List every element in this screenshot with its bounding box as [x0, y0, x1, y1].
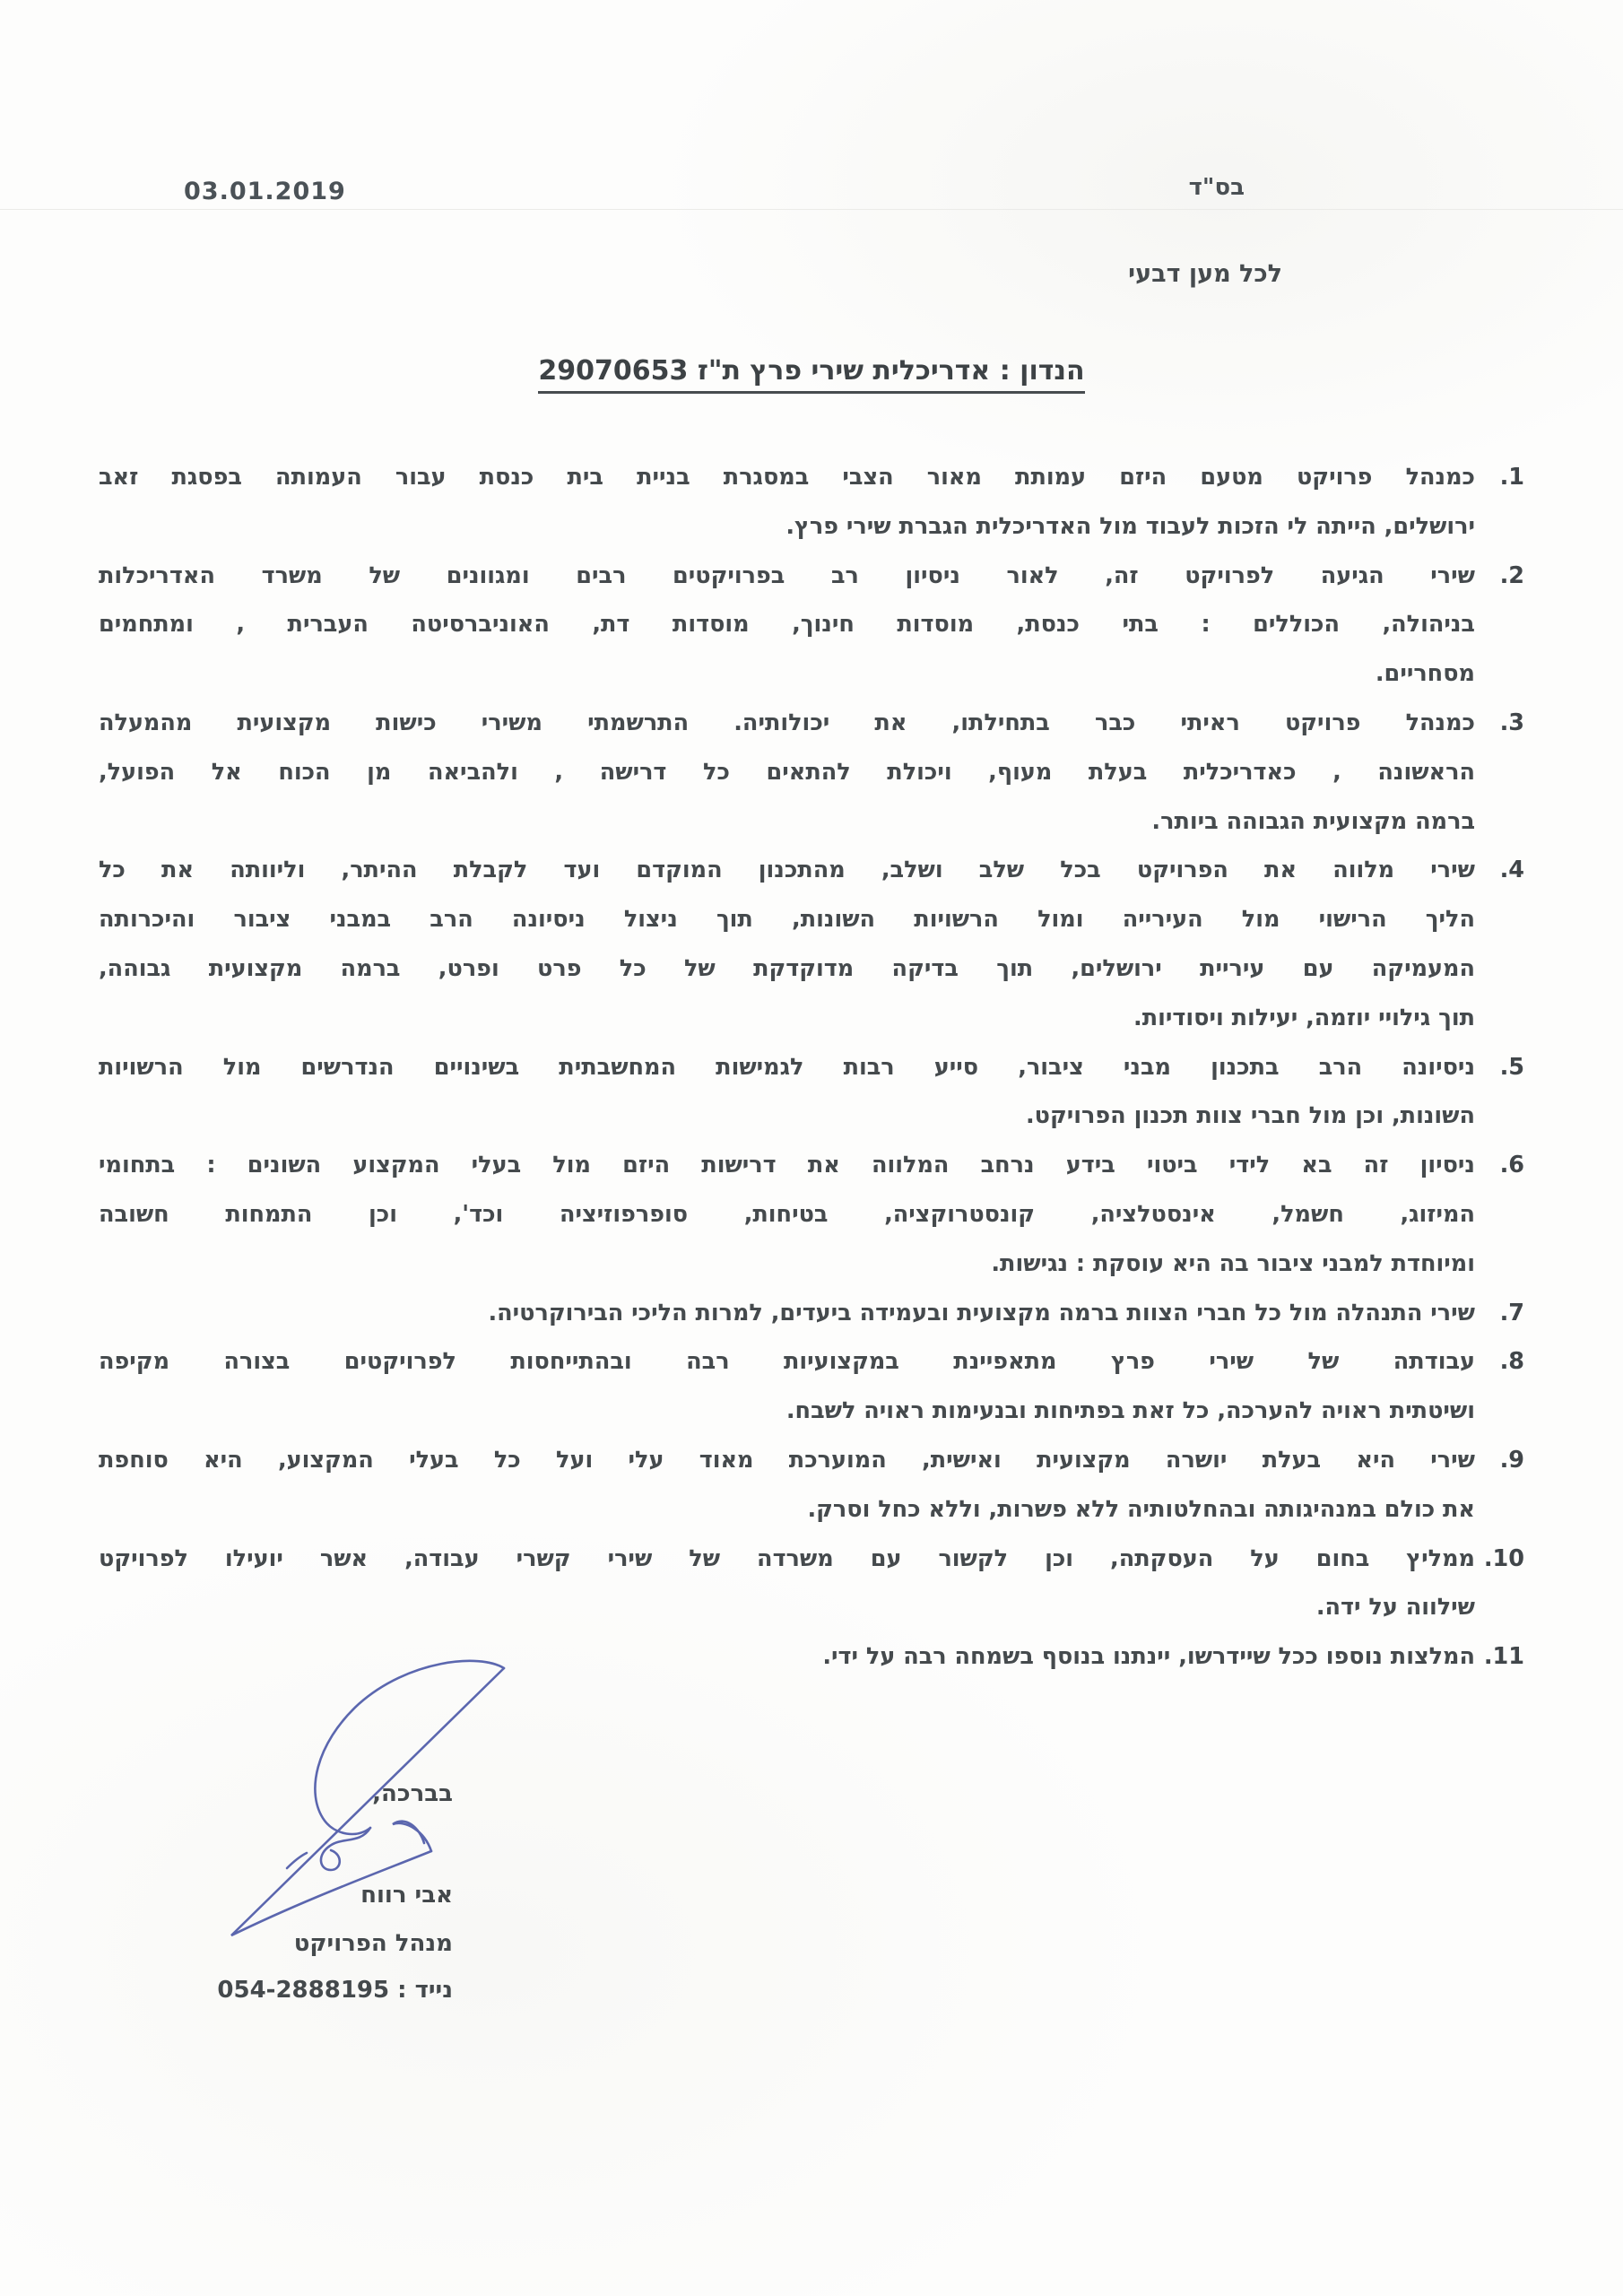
- letter-date: 03.01.2019: [184, 178, 346, 205]
- item-text-line: המעמיקה עם עיריית ירושלים, תוך בדיקה מדוקדקת של כל פרט ופרט, ברמה מקצועית גבוהה,: [99, 954, 1475, 982]
- subject-line: הנדון : אדריכלית שירי פרץ ת"ז 29070653: [538, 355, 1084, 394]
- item-text-line: תוך גילויי יוזמה, יעילות ויסודיות.: [1133, 1004, 1475, 1031]
- item-number: 2.: [1499, 561, 1524, 589]
- item-number: 10.: [1483, 1544, 1524, 1572]
- item-text-line: כמנהל פרויקט ראיתי כבר בתחילתו, את יכולותיה. התרשמתי משירי כישות מקצועית מהמעלה: [99, 709, 1475, 736]
- item-text-line: כמנהל פרויקט מטעם היזם עמותת מאור הצבי במסגרת בניית בית כנסת עבור העמותה בפסגת זאב: [99, 464, 1475, 491]
- signer-name: אבי רווח: [360, 1882, 453, 1909]
- list-item-6: [99, 1141, 1524, 1288]
- item-text-line: שילווה על ידה.: [1315, 1594, 1475, 1622]
- scan-artifact-line: [0, 209, 1623, 210]
- item-text-line: המיזוג, חשמל, אינסטלציה, קונסטרוקציה, בטיחות, סופרפוזיציה וכד', וכן התמחות חשובה: [99, 1200, 1475, 1228]
- item-text-line: שירי הגיעה לפרויקט זה, לאור ניסיון רב בפרויקטים רבים ומגוונים של משרד האדריכלות: [99, 561, 1475, 589]
- item-text-line: מסחריים.: [1375, 660, 1475, 688]
- list-item-1: [99, 453, 1524, 552]
- item-text-line: את כולם במנהיגותה ובהחלטותיה ללא פשרות, וללא כחל וסרק.: [807, 1495, 1475, 1523]
- list-item-7: [99, 1289, 1524, 1338]
- item-text-line: הליך הרישוי מול העירייה ומול הרשויות השונות, תוך ניצול ניסיונה הרב במבני ציבור והיכרותה: [99, 906, 1475, 934]
- item-number: 5.: [1499, 1053, 1524, 1081]
- list-item-4: [99, 846, 1524, 1042]
- item-text-line: המלצות נוספו ככל שיידרשו, יינתנו בנוסף בשמחה רבה על ידי.: [822, 1643, 1475, 1671]
- item-text-line: שירי היא בעלת יושרה מקצועית ואישית, המוערכת מאוד עלי ועל כל בעלי המקצוע, היא סוחפת: [99, 1446, 1475, 1474]
- signer-mobile: נייד : 054-2888195: [217, 1977, 453, 2004]
- item-text-line: ומיוחדת למבני ציבור בה היא עוסקת : נגישות.: [991, 1249, 1475, 1277]
- bsd-header: בס"ד: [1188, 174, 1245, 201]
- salutation: לכל מען דבעי: [1128, 260, 1282, 288]
- list-item-5: [99, 1043, 1524, 1142]
- item-text-line: ירושלים, הייתה לי הזכות לעבוד מול האדריכלית הגברת שירי פרץ.: [785, 512, 1475, 540]
- item-text-line: ניסיון זה בא לידי ביטוי בידע נרחב המלווה את דרישות היזם מול בעלי המקצוע השונים : בתחומי: [99, 1152, 1475, 1179]
- list-item-3: [99, 699, 1524, 846]
- signer-role: מנהל הפרויקט: [293, 1930, 453, 1957]
- item-text-line: השונות, וכן מול חברי צוות תכנון הפרויקט.: [1026, 1102, 1475, 1130]
- item-text-line: עבודתה של שירי פרץ מתאפיינת במקצועיות רבה ובהתייחסות לפרויקטים בצורה מקיפה: [99, 1348, 1475, 1376]
- items-list: [99, 453, 1524, 1682]
- item-number: 11.: [1483, 1643, 1524, 1671]
- list-item-11: [99, 1632, 1524, 1682]
- item-text-line: שירי מלווה את הפרויקט בכל שלב ושלב, מהתכנון המוקדם ועד לקבלת ההיתר, וליוותה את כל: [99, 857, 1475, 884]
- item-text-line: ברמה מקצועית הגבוהה ביותר.: [1151, 807, 1475, 835]
- item-number: 1.: [1499, 464, 1524, 491]
- item-number: 4.: [1499, 857, 1524, 884]
- closing-regards: בברכה,: [372, 1780, 453, 1807]
- list-item-9: [99, 1436, 1524, 1535]
- item-number: 3.: [1499, 709, 1524, 736]
- item-text-line: ניסיונה הרב בתכנון מבני ציבור, סייע רבות לגמישות המחשבתית בשינויים הנדרשים מול הרשויות: [99, 1053, 1475, 1081]
- item-text-line: בניהולה, הכוללים : בתי כנסת, מוסדות חינוך, מוסדות דת, האוניברסיטה העברית , ומתחמים: [99, 611, 1475, 639]
- list-item-2: [99, 552, 1524, 699]
- item-number: 9.: [1499, 1446, 1524, 1474]
- item-number: 8.: [1499, 1348, 1524, 1376]
- list-item-10: [99, 1535, 1524, 1633]
- list-item-8: [99, 1337, 1524, 1436]
- item-number: 7.: [1499, 1299, 1524, 1326]
- item-text-line: ושיטתית ראויה להערכה, כל זאת בפתיחות ובנעימות ראויה לשבח.: [785, 1397, 1475, 1425]
- item-text-line: הראשונה , כאדריכלית בעלת מעוף, ויכולת להתאים כל דרישה , ולהביאה מן הכוח אל הפועל,: [99, 758, 1475, 786]
- item-text-line: שירי התנהלה מול כל חברי הצוות ברמה מקצועית ובעמידה ביעדים, למרות הליכי הבירוקרטיה.: [488, 1299, 1475, 1326]
- item-text-line: ממליץ בחום על העסקתה, וכן לקשור עם משרדה של שירי קשרי עבודה, אשר יועילו לפרויקט: [99, 1544, 1475, 1572]
- item-number: 6.: [1499, 1152, 1524, 1179]
